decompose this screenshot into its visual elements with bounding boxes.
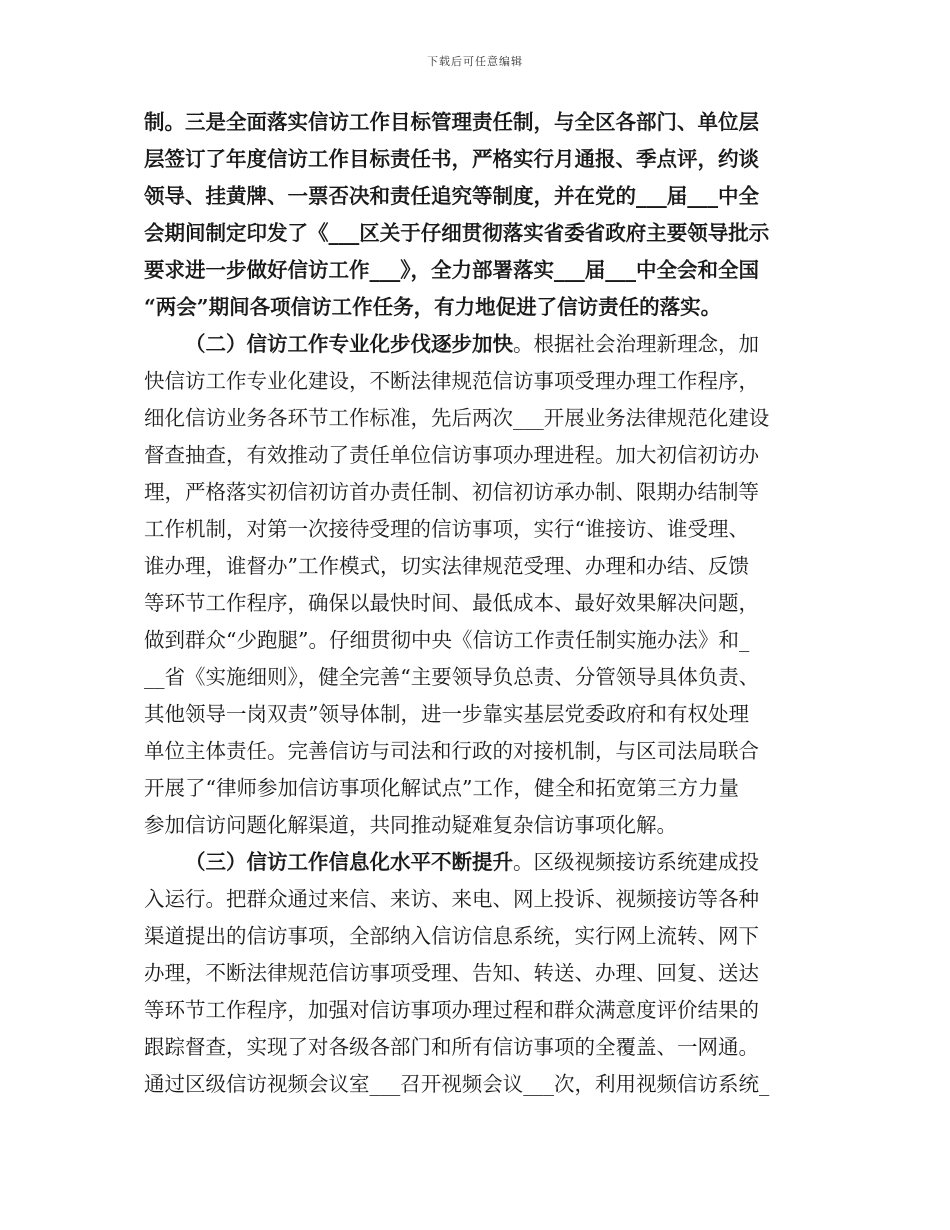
text-run: 参加信访问题化解渠道，共同推动疑难复杂信访事项化解。 [144,813,677,837]
text-line [144,400,819,437]
text-run: 开展了“律师参加信访事项化解试点”工作，健全和拓宽第三方力量 [144,776,739,800]
text-line [144,881,819,918]
text-run: 其他领导一岗双责”领导体制，进一步靠实基层党委政府和有权处理 [144,702,749,726]
page-header: 下载后可任意编辑 [427,55,523,68]
text-line [144,104,819,141]
text-line [144,955,819,992]
text-line [144,474,819,511]
text-run: 。根据社会治理新理念，加 [513,332,759,356]
text-run: 等环节工作程序，确保以最快时间、最低成本、最好效果解决问题， [144,591,759,615]
bold-text-run: 会期间制定印发了《___区关于仔细贯彻落实省委省政府主要领导批示 [144,221,770,245]
text-run: 入运行。把群众通过来信、来访、来电、网上投诉、视频接访等各种 [144,887,759,911]
text-line [144,992,819,1029]
document-body [144,104,819,1103]
text-run: __省《实施细则》，健全完善“主要领导负总责、分管领导具体负责、 [144,665,760,689]
bold-text-run: 领导、挂黄牌、一票否决和责任追究等制度，并在党的___届___中全 [144,184,759,208]
text-line [144,585,819,622]
text-run: 快信访工作专业化建设，不断法律规范信访事项受理办理工作程序， [144,369,759,393]
text-line [144,1029,819,1066]
text-run: 工作机制，对第一次接待受理的信访事项，实行“谁接访、谁受理、 [144,517,749,541]
text-line [144,807,819,844]
text-run: 细化信访业务各环节工作标准，先后两次___开展业务法律规范化建设 [144,406,770,430]
text-run: 督查抽查，有效推动了责任单位信访事项办理进程。加大初信初访办 [144,443,759,467]
text-run: 跟踪督查，实现了对各级各部门和所有信访事项的全覆盖、一网通。 [144,1035,759,1059]
text-line [144,844,819,881]
text-line [144,437,819,474]
text-line [144,622,819,659]
text-line [144,178,819,215]
text-line [144,1066,819,1103]
text-run: 。区级视频接访系统建成投 [513,850,759,874]
text-line [144,363,819,400]
text-line [144,326,819,363]
text-run: 谁办理，谁督办”工作模式，切实法律规范受理、办理和办结、反馈 [144,554,749,578]
bold-text-run: 制。三是全面落实信访工作目标管理责任制，与全区各部门、单位层 [144,110,759,134]
text-run: 渠道提出的信访事项，全部纳入信访信息系统，实行网上流转、网下 [144,924,759,948]
text-line [144,252,819,289]
bold-text-run: 层签订了年度信访工作目标责任书，严格实行月通报、季点评，约谈 [144,147,759,171]
text-line [144,696,819,733]
bold-text-run: （二）信访工作专业化步伐逐步加快 [185,332,513,356]
bold-text-run: 要求进一步做好信访工作___》，全力部署落实___届___中全会和全国 [144,258,759,282]
bold-text-run: （三）信访工作信息化水平不断提升 [185,850,513,874]
text-line [144,659,819,696]
text-run: 理，严格落实初信初访首办责任制、初信初访承办制、限期办结制等 [144,480,759,504]
text-run: 等环节工作程序，加强对信访事项办理过程和群众满意度评价结果的 [144,998,759,1022]
text-line [144,511,819,548]
text-run: 通过区级信访视频会议室___召开视频会议___次，利用视频信访系统_ [144,1072,770,1096]
text-line [144,215,819,252]
text-line [144,770,819,807]
text-run: 单位主体责任。完善信访与司法和行政的对接机制，与区司法局联合 [144,739,759,763]
bold-text-run: “两会”期间各项信访工作任务，有力地促进了信访责任的落实。 [144,295,722,319]
text-line [144,141,819,178]
text-line [144,548,819,585]
text-line [144,918,819,955]
text-line [144,733,819,770]
text-run: 办理，不断法律规范信访事项受理、告知、转送、办理、回复、送达 [144,961,759,985]
text-run: 做到群众“少跑腿”。仔细贯彻中央《信访工作责任制实施办法》和_ [144,628,750,652]
text-line [144,289,819,326]
